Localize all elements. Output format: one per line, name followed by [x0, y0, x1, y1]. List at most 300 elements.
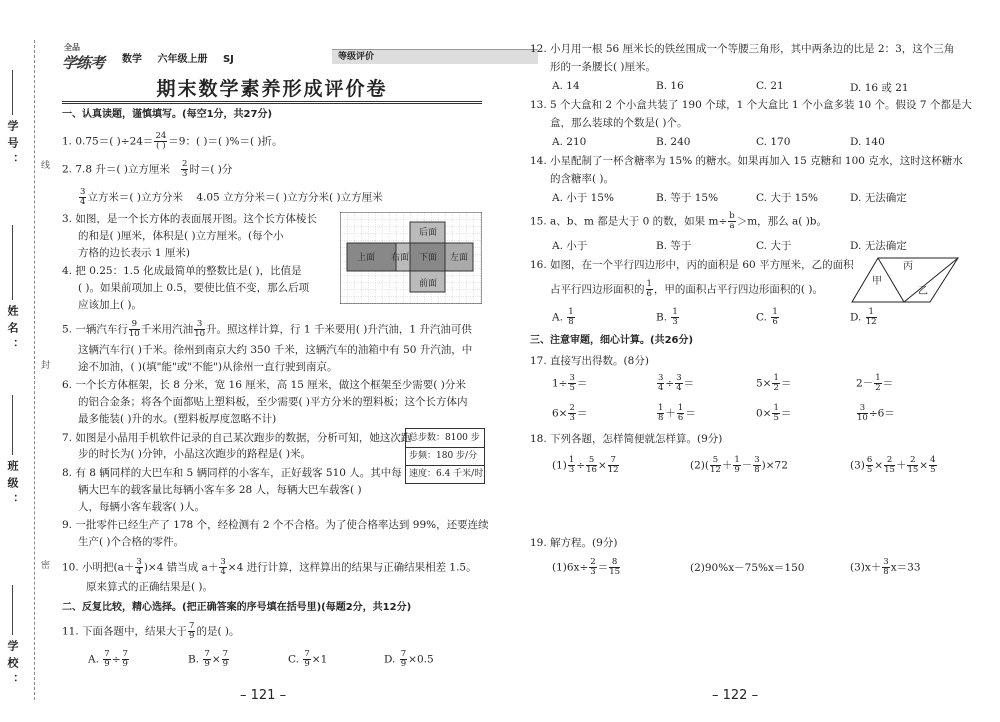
option-fraction — [671, 308, 678, 327]
fraction-numerator: 1 — [677, 403, 684, 413]
question-4-line3: 应该加上( )。 — [78, 299, 143, 311]
expr-part: ÷ — [665, 377, 675, 390]
fraction-numerator: 1 — [772, 307, 778, 317]
fraction-numerator: 3 — [658, 373, 664, 383]
question-14-line2: 的含糖率( )。 — [550, 173, 615, 185]
q11-option-b[interactable] — [188, 650, 230, 669]
fraction-numerator: 7 — [608, 456, 619, 466]
fraction-denominator: 9 — [189, 631, 195, 641]
fraction-numerator: 3 — [569, 373, 575, 383]
q1-part: ＝9：( )＝( )%＝( )折。 — [168, 135, 283, 148]
question-15 — [530, 212, 827, 231]
option-fraction — [122, 650, 129, 669]
expr-part: ÷ — [576, 459, 586, 472]
question-10-line2: 原来算式的正确结果是( )。 — [86, 581, 214, 593]
region-jia-label: 甲 — [872, 276, 882, 287]
binding-dashed-line — [34, 40, 35, 700]
school-field[interactable] — [12, 585, 13, 635]
fraction-numerator: 7 — [304, 649, 310, 659]
q14-option-d[interactable]: D. 无法确定 — [850, 192, 907, 204]
q2-part: 时＝( )分 — [189, 163, 233, 176]
running-data-box — [405, 428, 485, 484]
expr-fraction — [772, 374, 779, 393]
expr-fraction — [589, 558, 596, 577]
q15-option-c[interactable]: C. 大于 — [756, 240, 792, 252]
expr-part: x＝33 — [890, 561, 921, 574]
fraction-denominator: 6 — [772, 317, 778, 327]
fraction-numerator: 7 — [104, 649, 110, 659]
question-7-line1: 7. 如图是小晶用手机软件记录的自己某次跑步的数据，分析可知，她这次跑 — [62, 432, 412, 444]
title-divider — [62, 101, 482, 104]
q2b-fraction — [79, 188, 86, 207]
fraction-numerator: 7 — [222, 649, 229, 659]
q10-part: 10. 小明把(a＋ — [62, 561, 135, 574]
question-17: 17. 直接写出得数。(8分) — [530, 355, 649, 367]
question-6-line2: 的铝合金条；将各个面都贴上塑料板，至少需要( )平方分米的塑料板；这个长方体内 — [78, 396, 468, 408]
fraction-numerator: 3 — [220, 557, 226, 567]
fraction-numerator: 2 — [181, 159, 188, 169]
fraction-denominator: 9 — [104, 659, 110, 669]
expr-part: 5× — [756, 377, 772, 390]
expr-fraction — [677, 404, 684, 423]
question-4-line1: 4. 把 0.25：1.5 化成最简单的整数比是( )，比值是 — [62, 265, 302, 277]
fraction-denominator: 5 — [866, 465, 873, 475]
fraction-numerator: 5 — [586, 456, 597, 466]
q11-option-d[interactable] — [384, 650, 434, 669]
edition-label: SJ — [222, 54, 234, 65]
question-19: 19. 解方程。(9分) — [530, 537, 618, 549]
fraction-denominator: 2 — [773, 383, 779, 393]
fraction-denominator: 15 — [609, 567, 621, 577]
q2-part: 2. 7.8 升＝( )立方厘米 — [62, 163, 170, 176]
expr-part: ＋ — [721, 459, 733, 472]
q11-option-a[interactable] — [88, 650, 130, 669]
expr-part: 1÷ — [552, 377, 568, 390]
q15-option-d[interactable]: D. 无法确定 — [850, 240, 907, 252]
fraction-denominator: 10 — [857, 413, 868, 423]
fraction-denominator: 9 — [734, 465, 740, 475]
fraction-denominator: 3 — [672, 317, 678, 327]
q14-option-c[interactable]: C. 大于 15% — [756, 192, 819, 204]
expr-part: × — [597, 459, 607, 472]
expr-fraction — [882, 558, 889, 577]
fraction-numerator: 1 — [773, 403, 779, 413]
fraction-denominator: a — [729, 221, 735, 231]
expr-part: ＝ — [780, 377, 792, 390]
q5-part: 5. 一辆汽车行 — [62, 323, 128, 336]
q17-item-7 — [756, 404, 791, 423]
q10-part: ×4 进行计算，这样算出的结果与正确结果相差 1.5。 — [227, 561, 477, 574]
page-number-right: – 122 – — [712, 688, 759, 703]
fraction-numerator: 3 — [857, 404, 868, 414]
expr-fraction — [675, 374, 682, 393]
question-18: 18. 下列各题，怎样简便就怎样算。(9分) — [530, 433, 723, 445]
question-7-line2: 步的时长为( )分钟，小晶这次跑步的路程是( )米。 — [78, 448, 312, 460]
question-1 — [62, 132, 283, 151]
option-letter: C. — [288, 653, 299, 666]
q12-option-b[interactable]: B. 16 — [656, 80, 684, 92]
question-5-line3: 途不加油，( )(填"能"或"不能")从徐州一直行驶到南京。 — [78, 361, 338, 373]
option-operator: × — [211, 653, 221, 666]
expr-fraction — [884, 456, 895, 475]
binding-strip — [0, 0, 58, 722]
question-6-line3: 最多能装( )升的水。(塑料板厚度忽略不计) — [78, 413, 277, 425]
fraction-denominator: 12 — [607, 465, 619, 475]
fraction-numerator: 1 — [568, 307, 574, 317]
page-title: 期末数学素养形成评价卷 — [156, 78, 388, 100]
fraction-denominator: 10 — [194, 329, 206, 339]
grade-label: 六年级上册 — [157, 54, 208, 65]
fraction-numerator: 1 — [734, 455, 740, 465]
q2b-part: 4.05 立方分米＝( )立方分米( )立方厘米 — [196, 191, 383, 204]
q18-item-1 — [552, 456, 620, 475]
class-label: 班级： — [6, 460, 19, 511]
question-2b — [78, 188, 383, 207]
question-11 — [62, 622, 240, 641]
q13-option-d[interactable]: D. 140 — [850, 136, 885, 148]
expr-part: ＝ — [576, 377, 588, 390]
fraction-numerator: b — [729, 211, 735, 221]
q17-item-6 — [656, 404, 696, 423]
q17-item-5 — [552, 404, 587, 423]
expr-part: ＝ — [683, 377, 695, 390]
q11-part: 11. 下面各题中，结果大于 — [62, 625, 188, 638]
binding-mark-seal: 封 — [39, 360, 49, 369]
question-3-line3: 方格的边长表示 1 厘米) — [78, 247, 190, 259]
expr-part: ＝ — [780, 407, 792, 420]
fraction-numerator: 2 — [907, 456, 918, 466]
expr-part: (3) — [850, 459, 865, 472]
fraction-numerator: 1 — [658, 403, 664, 413]
fraction-denominator: 3 — [181, 169, 188, 179]
expr-part: ＋ — [665, 407, 676, 420]
q18-item-2 — [690, 456, 788, 475]
fraction-denominator: 16 — [586, 465, 597, 475]
q2b-part: 立方米＝( )立方分米 — [87, 191, 183, 204]
q12-option-d[interactable]: D. 16 或 21 — [850, 82, 909, 94]
region-bing-label: 丙 — [903, 261, 913, 272]
fraction-denominator: 2 — [875, 383, 881, 393]
binding-mark-secret: 密 — [39, 560, 49, 569]
option-operator: ×0.5 — [408, 653, 434, 666]
expr-fraction — [657, 374, 664, 393]
q19-item-3 — [850, 558, 921, 577]
expr-fraction — [568, 404, 575, 423]
expr-fraction — [608, 456, 619, 475]
class-field[interactable] — [12, 395, 13, 455]
question-13-line1: 13. 5 个大盒和 2 个小盒共装了 190 个球，1 个大盒比 1 个小盒多装 10 个。假设 7 个都是大 — [530, 99, 972, 111]
fraction-numerator: 3 — [883, 557, 889, 567]
question-16-line1: 16. 如图，在一个平行四边形中，丙的面积是 60 平方厘米，乙的面积 — [530, 259, 854, 271]
fraction-denominator: 6 — [677, 413, 684, 423]
question-2a — [62, 160, 232, 179]
expr-fraction — [733, 456, 740, 475]
expr-part: 0× — [756, 407, 772, 420]
q11-option-c[interactable] — [288, 650, 327, 669]
expr-fraction — [929, 456, 936, 475]
expr-part: (2)( — [690, 459, 709, 472]
question-12-line1: 12. 小月用一根 56 厘米长的铁丝围成一个等腰三角形，其中两条边的比是 2：3，这个三角 — [530, 43, 955, 55]
net-label-back: 后面 — [419, 228, 438, 238]
option-operator: ×1 — [311, 653, 328, 666]
option-letter: C. — [756, 311, 767, 324]
expr-part: (1) — [552, 459, 567, 472]
fraction-denominator: 9 — [304, 659, 310, 669]
fraction-denominator: 3 — [590, 567, 596, 577]
q15-part: ＞m，那么 a( )b。 — [736, 215, 828, 228]
q17-item-3 — [756, 374, 791, 393]
question-8-line2: 辆大巴车的载客量比每辆小客车多 28 人，每辆大巴车载客( ) — [78, 484, 362, 496]
q1-fraction — [154, 132, 167, 151]
question-14-line1: 14. 小星配制了一杯含糖率为 15% 的糖水。如果再加入 15 克糖和 100 克水，这时这杯糖水 — [530, 155, 963, 167]
q13-option-a[interactable]: A. 210 — [552, 136, 587, 148]
q13-option-c[interactable]: C. 170 — [756, 136, 791, 148]
expr-part: ＝ — [597, 561, 609, 574]
q16-option-a[interactable] — [552, 308, 576, 327]
expr-part: － — [741, 459, 753, 472]
expr-part: × — [874, 459, 884, 472]
option-operator: ÷ — [111, 653, 121, 666]
q16-option-c[interactable] — [756, 308, 780, 327]
fraction-denominator: 4 — [220, 567, 226, 577]
fraction-denominator: 12 — [709, 465, 721, 475]
header-info — [122, 50, 246, 65]
expr-part: ＝ — [882, 377, 894, 390]
q15-fraction — [728, 212, 735, 231]
q15-option-a[interactable]: A. 小于 — [552, 240, 588, 252]
fraction-denominator: 6 — [646, 289, 652, 299]
fraction-denominator: 5 — [773, 413, 779, 423]
name-field[interactable] — [12, 225, 13, 300]
fraction-numerator: 1 — [773, 373, 779, 383]
expr-part: ÷6＝ — [868, 407, 895, 420]
fraction-numerator: 1 — [866, 308, 877, 318]
q5-fraction-b — [194, 320, 205, 339]
expr-fraction — [907, 456, 918, 475]
q14-option-a[interactable]: A. 小于 15% — [552, 192, 614, 204]
q2-fraction — [181, 160, 188, 179]
question-9-line2: 生产( )个合格的零件。 — [78, 536, 185, 548]
fraction-numerator: 2 — [590, 557, 596, 567]
fraction-denominator: 15 — [907, 465, 919, 475]
option-letter: B. — [656, 311, 668, 324]
expr-part: ＝ — [576, 407, 588, 420]
question-3-line2: 的和是( )厘米，体积是( )立方厘米。(每个小 — [78, 230, 284, 242]
fraction-denominator: 8 — [883, 567, 889, 577]
expr-fraction — [874, 374, 881, 393]
binding-mark-line: 线 — [39, 160, 49, 169]
expr-part: × — [919, 459, 929, 472]
q10-fraction-b — [219, 558, 226, 577]
page-number-left: – 121 – — [240, 688, 287, 703]
fraction-denominator: ( ) — [156, 141, 166, 151]
question-9-line1: 9. 一批零件已经生产了 178 个，经检测有 2 个不合格。为了使合格率达到 99%，还要连续 — [62, 519, 489, 531]
option-fraction — [303, 650, 310, 669]
q16-part: ，甲的面积占平行四边形面积的( )。 — [653, 283, 823, 296]
fraction-numerator: 4 — [930, 455, 936, 465]
expr-fraction — [857, 404, 868, 423]
expr-fraction — [710, 456, 721, 475]
option-letter: B. — [188, 653, 200, 666]
question-8-line1: 8. 有 8 辆同样的大巴车和 5 辆同样的小客车，正好载客 510 人。其中每 — [62, 467, 402, 479]
option-fraction — [103, 650, 110, 669]
fraction-numerator: 24 — [155, 131, 167, 141]
q13-option-b[interactable]: B. 240 — [656, 136, 691, 148]
q10-fraction-a — [135, 558, 142, 577]
option-fraction — [866, 308, 877, 327]
question-16-line2 — [550, 280, 823, 299]
fraction-numerator: 7 — [400, 649, 407, 659]
fraction-denominator: 12 — [865, 317, 877, 327]
fraction-denominator: 3 — [568, 465, 575, 475]
option-letter: D. — [850, 311, 862, 324]
fraction-numerator: 1 — [875, 373, 881, 383]
fraction-numerator: 7 — [204, 649, 210, 659]
fraction-denominator: 15 — [884, 465, 895, 475]
q18-item-3 — [850, 456, 938, 475]
fraction-numerator: 3 — [194, 320, 205, 330]
subject-label: 数学 — [122, 54, 142, 65]
q17-item-4 — [856, 374, 893, 393]
logo-top-text: 全品 — [64, 43, 80, 52]
q11-fraction — [188, 622, 195, 641]
student-number-field[interactable] — [12, 70, 13, 115]
q5-part: 千米用汽油 — [140, 323, 194, 336]
q5-fraction-a — [129, 320, 140, 339]
level-tag: 等级评价 — [332, 49, 538, 64]
fraction-denominator: 8 — [658, 413, 664, 423]
fraction-denominator: 8 — [754, 465, 760, 475]
option-fraction — [203, 650, 210, 669]
section-2-heading: 二、反复比较，精心选择。(把正确答案的序号填在括号里)(每题2分，共12分) — [62, 602, 412, 613]
school-label: 学校： — [6, 640, 19, 691]
expr-fraction — [657, 404, 664, 423]
expr-fraction — [568, 456, 575, 475]
question-5-line2: 这辆汽车行( )千米。徐州到南京大约 350 千米，这辆汽车的油箱中有 50 升汽油，中 — [78, 344, 473, 356]
run-total-steps: 总步数：8100 步 — [409, 433, 480, 443]
q16-option-d[interactable] — [850, 308, 878, 327]
q12-option-c[interactable]: C. 21 — [756, 80, 784, 92]
fraction-numerator: 3 — [676, 373, 682, 383]
expr-fraction — [586, 456, 597, 475]
fraction-denominator: 9 — [204, 659, 210, 669]
option-letter: A. — [552, 311, 563, 324]
fraction-denominator: 8 — [568, 317, 574, 327]
fraction-denominator: 9 — [122, 659, 128, 669]
expr-part: (3)x＋ — [850, 561, 882, 574]
fraction-numerator: 3 — [80, 187, 86, 197]
q15-part: 15. a、b、m 都是大于 0 的数，如果 m÷ — [530, 215, 728, 228]
expr-fraction — [753, 456, 760, 475]
q15-option-b[interactable]: B. 等于 — [656, 240, 692, 252]
fraction-numerator: 3 — [136, 557, 142, 567]
fraction-numerator: 9 — [129, 320, 140, 330]
expr-fraction — [772, 404, 779, 423]
net-label-front: 前面 — [419, 279, 438, 289]
expr-fraction — [609, 558, 620, 577]
student-number-label: 学号： — [6, 120, 19, 171]
fraction-denominator: 9 — [400, 659, 407, 669]
fraction-denominator: 5 — [569, 383, 575, 393]
fraction-numerator: 6 — [866, 455, 873, 465]
fraction-denominator: 4 — [658, 383, 664, 393]
fraction-numerator: 7 — [189, 621, 195, 631]
fraction-denominator: 4 — [80, 197, 86, 207]
fraction-denominator: 5 — [930, 465, 936, 475]
run-speed: 速度：6.4 千米/时 — [409, 469, 484, 479]
q14-option-b[interactable]: B. 等于 15% — [656, 192, 719, 204]
q19-item-1 — [552, 558, 621, 577]
fraction-numerator: 2 — [569, 403, 575, 413]
expr-part: 6× — [552, 407, 568, 420]
expr-part: 2－ — [856, 377, 874, 390]
q17-item-1 — [552, 374, 587, 393]
question-5-line1 — [62, 320, 472, 339]
q17-item-2 — [656, 374, 694, 393]
net-label-right: 右面 — [391, 253, 410, 263]
net-label-top: 上面 — [357, 253, 376, 263]
expr-fraction — [866, 456, 873, 475]
question-3-line1: 3. 如图，是一个长方体的表面展开图。这个长方体棱长 — [62, 213, 317, 225]
fraction-numerator: 2 — [884, 456, 895, 466]
section-3-heading: 三、注意审题，细心计算。(共26分) — [530, 335, 694, 346]
question-6-line1: 6. 一个长方体框架，长 8 分米，宽 16 厘米，高 15 厘米，做这个框架至少需要( )分米 — [62, 379, 466, 391]
question-10-line1 — [62, 558, 477, 577]
question-4-line2: ( )。如果前项加上 0.5，要使比值不变，那么后项 — [78, 282, 310, 294]
expr-part: ＝ — [685, 407, 696, 420]
section-1-heading: 一、认真读题，谨慎填写。(每空1分，共27分) — [62, 109, 273, 120]
option-letter: A. — [88, 653, 99, 666]
fraction-denominator: 9 — [222, 659, 229, 669]
name-label: 姓名： — [6, 305, 19, 356]
publisher-logo — [62, 42, 112, 72]
q12-option-a[interactable]: A. 14 — [552, 80, 580, 92]
option-fraction — [222, 650, 229, 669]
net-label-left: 左面 — [450, 253, 469, 263]
fraction-denominator: 4 — [676, 383, 682, 393]
fraction-numerator: 1 — [646, 279, 652, 289]
option-fraction — [567, 308, 574, 327]
fraction-numerator: 5 — [710, 456, 721, 466]
fraction-numerator: 1 — [568, 455, 575, 465]
expr-part: )×72 — [761, 459, 788, 472]
option-fraction — [771, 308, 778, 327]
fraction-numerator: 1 — [672, 307, 678, 317]
option-fraction — [400, 650, 407, 669]
question-12-line2: 形的一条腰长( )厘米。 — [550, 61, 657, 73]
q16-part: 占平行四边形面积的 — [550, 283, 645, 296]
q16-option-b[interactable] — [656, 308, 680, 327]
fraction-numerator: 3 — [754, 455, 760, 465]
net-label-bottom: 下面 — [419, 253, 438, 263]
expr-part: (1)6x÷ — [552, 561, 589, 574]
q17-item-8 — [856, 404, 895, 423]
option-letter: D. — [384, 653, 396, 666]
q11-part: 的是( )。 — [196, 625, 240, 638]
fraction-denominator: 10 — [128, 329, 140, 339]
logo-main-text: 学练考 — [62, 54, 105, 72]
fraction-denominator: 4 — [136, 567, 142, 577]
q19-item-2: (2)90%x－75%x＝150 — [690, 562, 805, 574]
expr-part: ＋ — [895, 459, 907, 472]
q10-part: )×4 错当成 a＋ — [143, 561, 219, 574]
fraction-numerator: 8 — [609, 558, 620, 568]
fraction-numerator: 7 — [122, 649, 128, 659]
expr-fraction — [568, 374, 575, 393]
q5-part: 升。照这样计算，行 1 千米要用( )升汽油，1 升汽油可供 — [206, 323, 472, 336]
fraction-denominator: 3 — [569, 413, 575, 423]
q16-fraction — [646, 280, 653, 299]
